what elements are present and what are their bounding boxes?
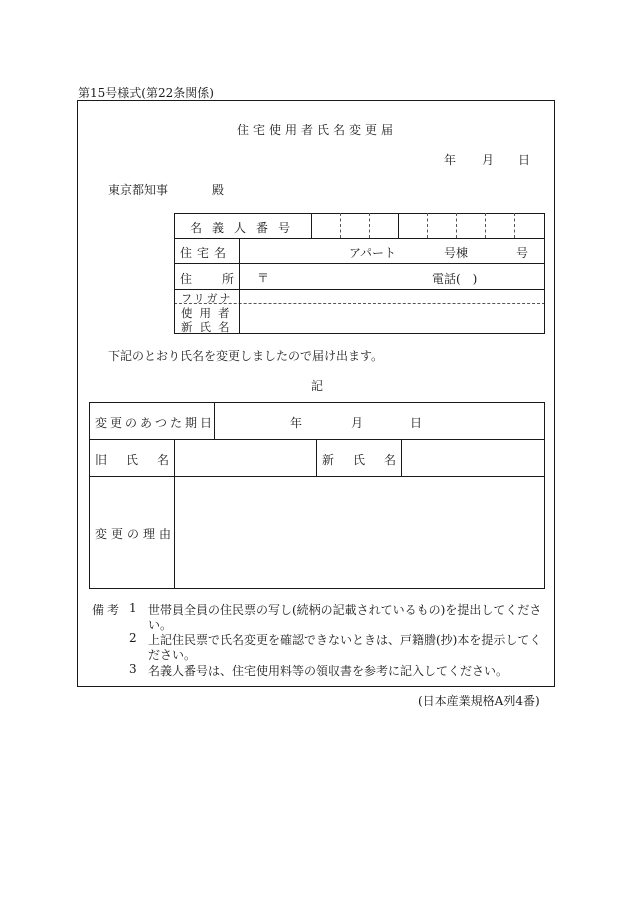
- addressee-honorific: 殿: [212, 183, 225, 197]
- phone-label: 電話( ): [432, 272, 478, 286]
- date-day-label: 日: [518, 153, 531, 167]
- note-number: 2: [129, 631, 137, 645]
- note-number: 3: [129, 662, 137, 676]
- note-number: 1: [129, 601, 137, 615]
- note-text-continued: ださい。: [148, 648, 197, 662]
- addressee-name: 東京都知事: [108, 183, 169, 197]
- postal-mark-icon: 〒: [257, 271, 270, 285]
- paper-size-note: (日本産業規格A列4番): [418, 694, 540, 708]
- form-label: 第15号様式(第22条関係): [78, 86, 214, 100]
- note-text: 上記住民票で氏名変更を確認できないときは、戸籍謄(抄)本を提示してく: [148, 633, 542, 647]
- reason-label: 変更の理由: [95, 527, 176, 541]
- new-name-label: 新氏名: [322, 453, 416, 467]
- residence-label: 住宅名: [180, 246, 232, 260]
- change-date-field[interactable]: [215, 403, 544, 439]
- address-label-2: 所: [222, 272, 235, 286]
- room-number-label: 号: [516, 246, 529, 260]
- new-name-label-line2: 新氏名: [181, 320, 237, 334]
- change-date-label: 変更のあつた期日: [95, 416, 216, 430]
- furigana-field[interactable]: [240, 290, 544, 303]
- old-name-field[interactable]: [175, 440, 316, 476]
- new-name-field[interactable]: [402, 440, 544, 476]
- date-month-label: 月: [482, 153, 495, 167]
- building-number-label: 号棟: [444, 246, 469, 260]
- note-text-continued: い。: [148, 618, 173, 632]
- new-name-label-line1: 使用者: [181, 306, 237, 320]
- address-label-1: 住: [180, 272, 193, 286]
- user-new-name-field[interactable]: [240, 304, 544, 333]
- date-year-label: 年: [444, 153, 457, 167]
- form-title: 住宅使用者氏名変更届: [237, 123, 398, 137]
- reason-field[interactable]: [175, 477, 544, 588]
- change-date-year: 年: [290, 416, 303, 430]
- note-text: 世帯員全員の住民票の写し(続柄の記載されているもの)を提出してくださ: [148, 603, 542, 617]
- notes-heading: 備考: [92, 603, 123, 617]
- change-date-month: 月: [351, 416, 364, 430]
- change-date-day: 日: [410, 416, 423, 430]
- address-field[interactable]: [240, 264, 544, 288]
- apartment-label: アパート: [349, 246, 397, 260]
- old-name-label: 旧氏名: [95, 453, 189, 467]
- account-number-field[interactable]: [312, 214, 544, 238]
- statement-text: 下記のとおり氏名を変更しましたので届け出ます。: [108, 349, 384, 363]
- note-text: 名義人番号は、住宅使用料等の領収書を参考に記入してください。: [148, 664, 509, 678]
- account-number-label: 名義人番号: [190, 221, 301, 235]
- furigana-label: フリガナ: [181, 292, 233, 305]
- ki-heading: 記: [311, 379, 324, 393]
